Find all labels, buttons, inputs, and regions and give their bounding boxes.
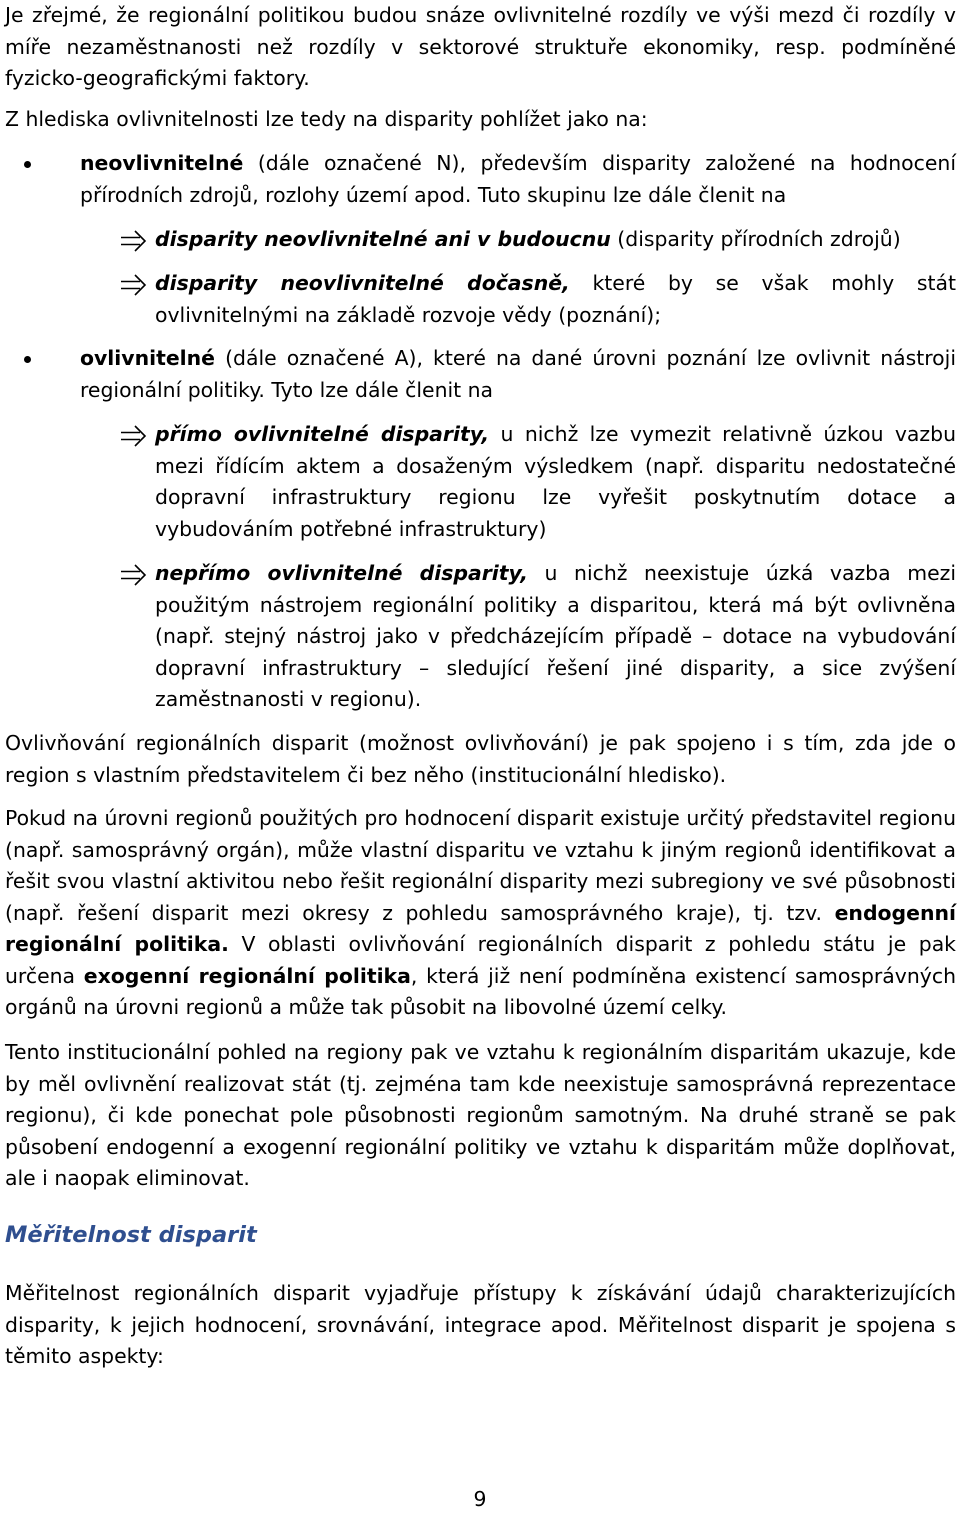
bullet-dot-icon (24, 356, 31, 363)
sub-item-description: (disparity přírodních zdrojů) (610, 227, 901, 251)
sub-item-text (155, 558, 956, 716)
page-number: 9 (473, 1487, 487, 1511)
paragraph-text: , která již není podmíněna existencí samosprávných orgánů na úrovni regionů a může tak působit na libovolné území celky. (5, 963, 956, 1019)
section-heading: Měřitelnost disparit (5, 1222, 257, 1248)
bullet-description: (dále označené A), které na dané úrovni poznání lze ovlivnit nástroji regionální politiky. Tyto lze dále členit na (80, 346, 956, 402)
double-arrow-right-icon (119, 559, 147, 589)
sub-item-text (155, 419, 956, 545)
sub-item-term: disparity neovlivnitelné ani v budoucnu (155, 227, 611, 251)
term-exogenni-politika: exogenní regionální politika (83, 963, 411, 988)
paragraph-influencing: Ovlivňování regionálních disparit (možnost ovlivňování) je pak spojeno i s tím, zda jde o region s vlastním představitelem či bez něho (institucionální hledisko). (5, 731, 956, 787)
paragraph-text: V oblasti ovlivňování regionálních disparit z pohledu státu je pak určena (5, 932, 956, 988)
paragraph-influence-intro: Z hlediska ovlivnitelnosti lze tedy na disparity pohlížet jako na: (5, 107, 648, 131)
sub-item-text (155, 224, 956, 256)
sub-item-text (155, 268, 956, 331)
bullet-description: (dále označené N), především disparity založené na hodnocení přírodních zdrojů, rozlohy území apod. Tuto skupinu lze dále členit na (80, 151, 956, 207)
paragraph-institutional-view: Tento institucionální pohled na regiony pak ve vztahu k regionálním disparitám ukazuje, kde by měl ovlivnění realizovat stát (tj. zejména tam kde neexistuje samosprávná reprezentace regionu), či kde ponechat pole působnosti regionům samotným. Na druhé straně se pak působení endogenní a exogenní regionální politiky ve vztahu k disparitám může doplňovat, ale i naopak eliminovat. (5, 1040, 956, 1190)
paragraph-endogenous-exogenous (5, 803, 956, 1024)
bullet-text (80, 343, 956, 406)
sub-item-term: nepřímo ovlivnitelné disparity, (155, 561, 528, 585)
double-arrow-right-icon (119, 269, 147, 299)
double-arrow-right-icon (119, 225, 147, 255)
sub-item-description: které by se však mohly stát ovlivnitelnými na základě rozvoje vědy (poznání); (155, 271, 956, 327)
double-arrow-right-icon (119, 420, 147, 450)
paragraph-text: Pokud na úrovni regionů použitých pro hodnocení disparit existuje určitý představitel regionu (např. samosprávný orgán), může vlastní disparitu ve vztahu k jiným regionů identifikovat a řešit svou vlastní aktivitou nebo řešit regionální disparity mezi subregiony ve své působnosti (např. řešení disparit mezi okresy z pohledu samosprávného kraje), tj. tzv. (5, 806, 956, 925)
bullet-text (80, 148, 956, 211)
term-endogenni-politika: endogenní regionální politika. (5, 900, 956, 956)
sub-item-description: u nichž neexistuje úzká vazba mezi použitým nástrojem regionální politiky a disparitou, která má být ovlivněna (např. stejný nástroj jako v předcházejícím případě – dotace na vybudování dopravní infrastruktury – sledující řešení jiné disparity, a sice zvýšení zaměstnanosti v regionu). (155, 561, 956, 711)
bullet-term: neovlivnitelné (80, 151, 244, 175)
bullet-term: ovlivnitelné (80, 346, 215, 370)
sub-item-description: u nichž lze vymezit relativně úzkou vazbu mezi řídícím aktem a dosaženým výsledkem (např. disparitu nedostatečné dopravní infrastruktury regionu lze vyřešit poskytnutím dotace a vybudováním potřebné infrastruktury) (155, 422, 956, 541)
bullet-dot-icon (24, 161, 31, 168)
paragraph-intro: Je zřejmé, že regionální politikou budou snáze ovlivnitelné rozdíly ve výši mezd či rozdíly v míře nezaměstnanosti než rozdíly v sektorové struktuře ekonomiky, resp. podmíněné fyzicko-geografickými faktory. (5, 3, 956, 90)
sub-item-term: disparity neovlivnitelné dočasně, (155, 271, 570, 295)
sub-item-term: přímo ovlivnitelné disparity, (155, 422, 490, 446)
paragraph-measurability: Měřitelnost regionálních disparit vyjadřuje přístupy k získávání údajů charakterizujících disparity, k jejich hodnocení, srovnávání, integrace apod. Měřitelnost disparit je spojena s těmito aspekty: (5, 1281, 956, 1368)
